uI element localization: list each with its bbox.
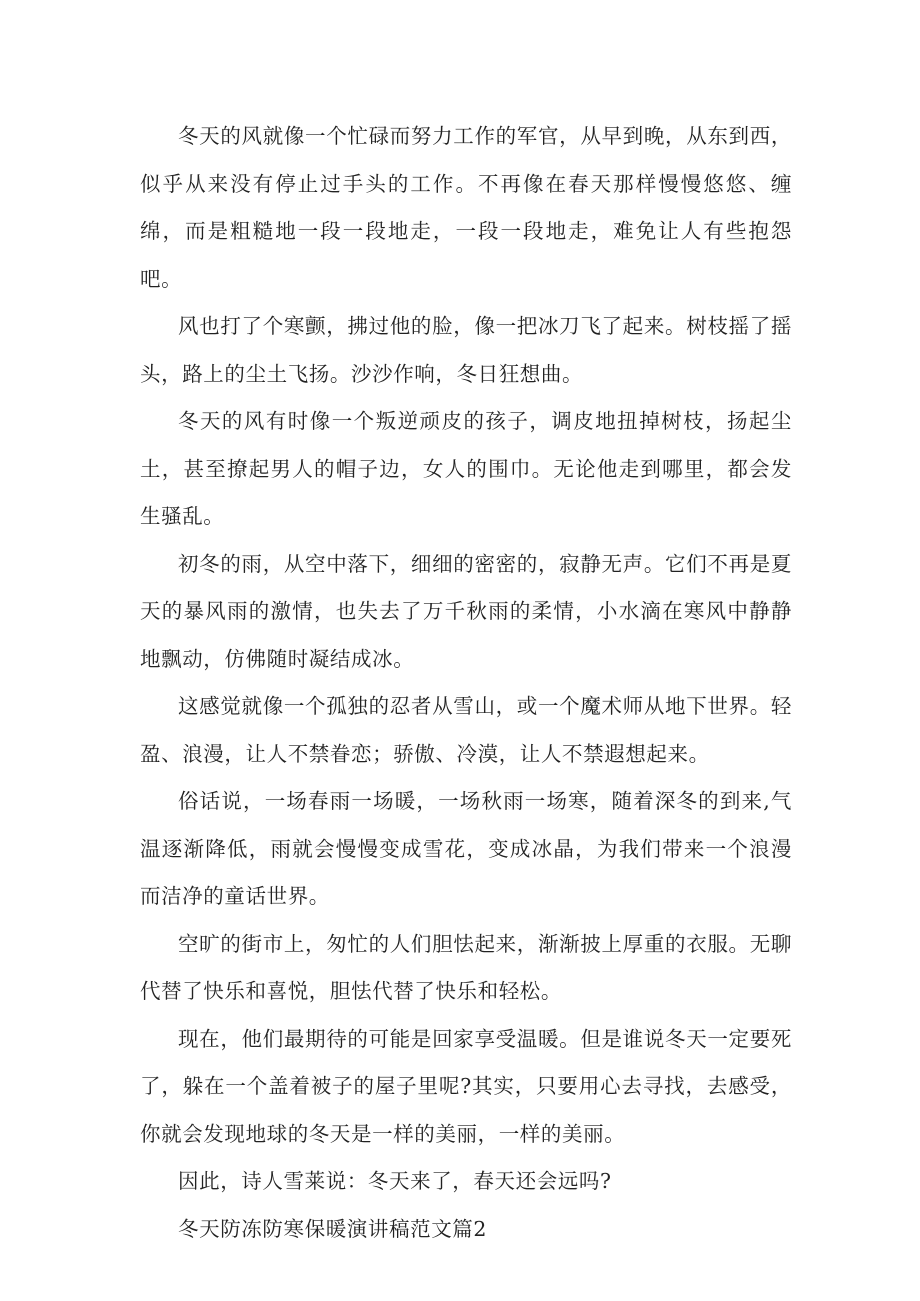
paragraph-7: 空旷的街市上，匆忙的人们胆怯起来，渐渐披上厚重的衣服。无聊代替了快乐和喜悦，胆怯代替了快乐和轻松。 (140, 931, 792, 1003)
paragraph-6: 俗话说，一场春雨一场暖，一场秋雨一场寒，随着深冬的到来,气温逐渐降低，雨就会慢慢变成雪花，变成冰晶，为我们带来一个浪漫而洁净的童话世界。 (140, 789, 792, 908)
paragraph-4: 初冬的雨，从空中落下，细细的密密的，寂静无声。它们不再是夏天的暴风雨的激情，也失去了万千秋雨的柔情，小水滴在寒风中静静地飘动，仿佛随时凝结成冰。 (140, 551, 792, 671)
paragraph-3: 冬天的风有时像一个叛逆顽皮的孩子，调皮地扭掉树枝，扬起尘土，甚至撩起男人的帽子边，女人的围巾。无论他走到哪里，都会发生骚乱。 (140, 409, 792, 528)
section-heading: 冬天防冻防寒保暖演讲稿范文篇2 (178, 1216, 488, 1241)
paragraph-9: 因此，诗人雪莱说：冬天来了，春天还会远吗? (178, 1169, 612, 1193)
document-body (140, 113, 792, 1253)
paragraph-8: 现在，他们最期待的可能是回家享受温暖。但是谁说冬天一定要死了，躲在一个盖着被子的屋子里呢?其实，只要用心去寻找，去感受，你就会发现地球的冬天是一样的美丽，一样的美丽。 (140, 1026, 792, 1146)
paragraph-2: 风也打了个寒颤，拂过他的脸，像一把冰刀飞了起来。树枝摇了摇头，路上的尘土飞扬。沙沙作响，冬日狂想曲。 (140, 314, 792, 386)
paragraph-1: 冬天的风就像一个忙碌而努力工作的军官，从早到晚，从东到西，似乎从来没有停止过手头的工作。不再像在春天那样慢慢悠悠、缠绵，而是粗糙地一段一段地走，一段一段地走，难免让人有些抱怨吧。 (140, 124, 792, 291)
paragraph-5: 这感觉就像一个孤独的忍者从雪山，或一个魔术师从地下世界。轻盈、浪漫，让人不禁眷恋；骄傲、冷漠，让人不禁遐想起来。 (140, 694, 792, 766)
